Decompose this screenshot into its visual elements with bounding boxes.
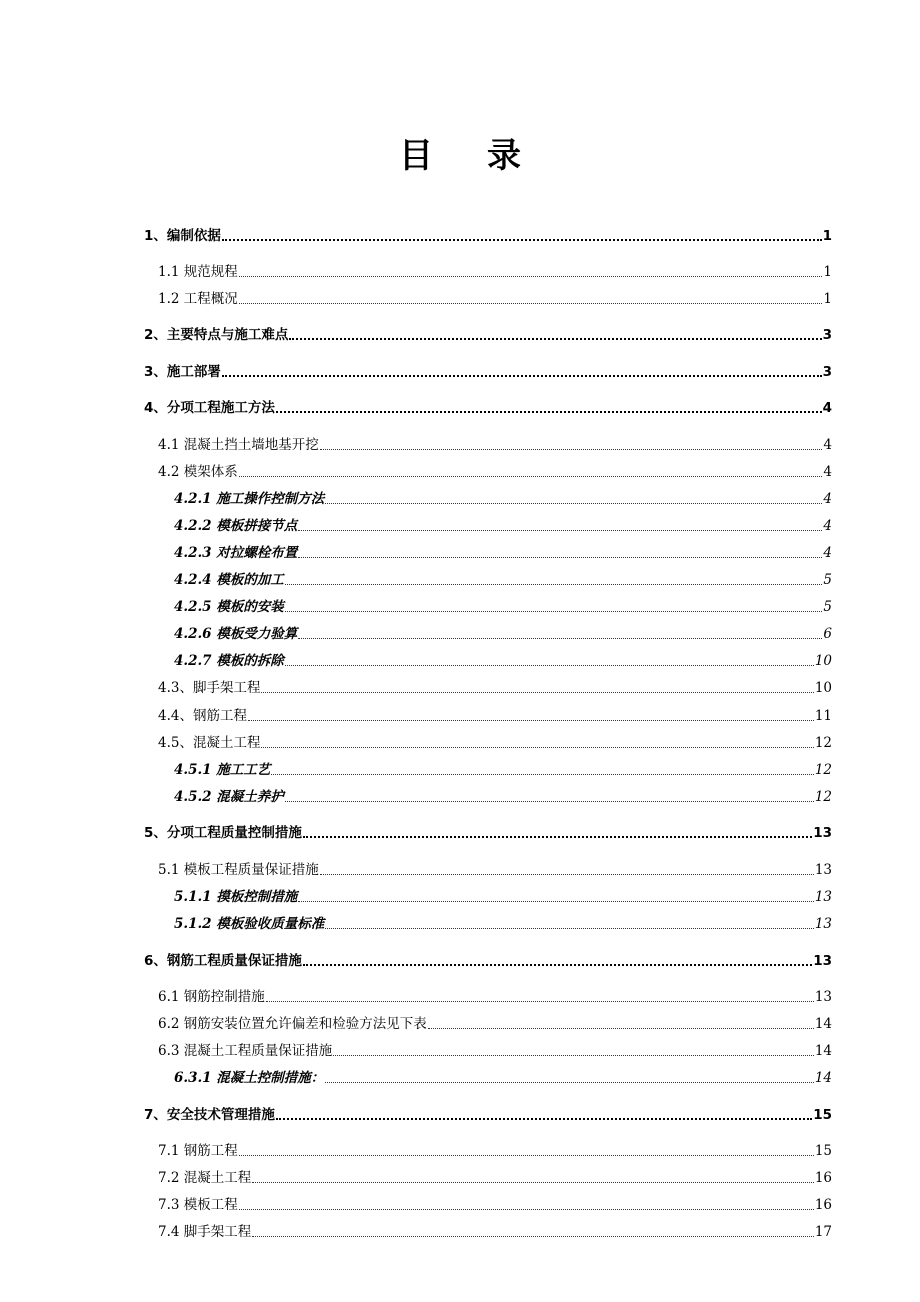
- toc-entry-label: 7.3 模板工程: [158, 1197, 238, 1213]
- toc-entry-label: 6.3.1 混凝土控制措施：: [174, 1070, 325, 1086]
- toc-entry-page: 14: [814, 1016, 832, 1032]
- toc-entry[interactable]: [174, 570, 832, 590]
- toc-entry-label: 5.1.1 摸板控制措施: [174, 889, 298, 905]
- toc-entry-page: 15: [814, 1143, 832, 1159]
- toc-dot-leader: [239, 1209, 814, 1210]
- toc-entry-label: 6.3 混凝土工程质量保证措施: [158, 1043, 333, 1059]
- toc-entry-page: 10: [814, 653, 832, 669]
- toc-dot-leader: [271, 774, 814, 775]
- toc-dot-leader: [222, 375, 822, 377]
- toc-entry-page: 11: [814, 708, 832, 724]
- toc-entry-page: 12: [814, 762, 832, 778]
- toc-dot-leader: [320, 449, 823, 450]
- toc-entry[interactable]: [174, 914, 832, 934]
- toc-entry[interactable]: [174, 651, 832, 671]
- toc-entry-page: 14: [814, 1070, 832, 1086]
- toc-entry-page: 13: [814, 862, 832, 878]
- toc-entry-page: 13: [814, 889, 832, 905]
- toc-entry-label: 7.2 混凝土工程: [158, 1170, 252, 1186]
- toc-dot-leader: [239, 303, 823, 304]
- toc-entry[interactable]: [174, 543, 832, 563]
- toc-dot-leader: [261, 692, 813, 693]
- toc-entry[interactable]: [158, 1168, 832, 1188]
- toc-entry-page: 13: [813, 825, 832, 841]
- toc-entry-label: 7.1 钢筋工程: [158, 1143, 238, 1159]
- toc-dot-leader: [303, 836, 812, 838]
- toc-entry-label: 7、安全技术管理措施: [144, 1107, 275, 1123]
- toc-entry-page: 4: [823, 491, 832, 507]
- toc-entry-label: 6.2 钢筋安装位置允许偏差和检验方法见下表: [158, 1016, 427, 1032]
- toc-entry[interactable]: [158, 262, 832, 282]
- toc-entry[interactable]: [158, 987, 832, 1007]
- toc-entry[interactable]: [158, 860, 832, 880]
- toc-entry[interactable]: [158, 289, 832, 309]
- toc-entry-page: 4: [823, 545, 832, 561]
- toc-entry-page: 4: [823, 437, 832, 453]
- toc-dot-leader: [239, 1155, 814, 1156]
- toc-dot-leader: [239, 476, 823, 477]
- toc-entry-label: 4.2.3 对拉螺栓布置: [174, 545, 298, 561]
- toc-entry[interactable]: [144, 951, 832, 971]
- toc-entry[interactable]: [158, 1041, 832, 1061]
- toc-entry-label: 4.2.6 模板受力验算: [174, 626, 298, 642]
- toc-entry-page: 6: [823, 626, 832, 642]
- toc-entry[interactable]: [158, 462, 832, 482]
- toc-entry[interactable]: [144, 325, 832, 345]
- toc-entry-label: 1.2 工程概况: [158, 291, 238, 307]
- toc-entry[interactable]: [144, 398, 832, 418]
- toc-entry-label: 6.1 钢筋控制措施: [158, 989, 265, 1005]
- toc-entry-label: 5.1.2 模板验收质量标准: [174, 916, 325, 932]
- toc-entry-label: 4.5.1 施工工艺: [174, 762, 271, 778]
- toc-entry[interactable]: [158, 733, 832, 753]
- toc-entry[interactable]: [174, 489, 832, 509]
- toc-entry-label: 1.1 规范规程: [158, 264, 238, 280]
- toc-entry-page: 13: [813, 953, 832, 969]
- toc-entry-label: 5.1 模板工程质量保证措施: [158, 862, 319, 878]
- toc-entry-page: 4: [822, 400, 832, 416]
- toc-dot-leader: [276, 1118, 812, 1120]
- toc-dot-leader: [320, 874, 814, 875]
- toc-entry-page: 15: [813, 1107, 832, 1123]
- toc-entry-label: 3、施工部署: [144, 364, 221, 380]
- toc-entry-page: 17: [814, 1224, 832, 1240]
- toc-entry-label: 4.2 模架体系: [158, 464, 238, 480]
- toc-dot-leader: [289, 338, 821, 340]
- toc-dot-leader: [261, 747, 813, 748]
- toc-entry-page: 3: [822, 327, 832, 343]
- toc-entry-label: 4.2.1 施工操作控制方法: [174, 491, 325, 507]
- toc-entry-label: 4.5、混凝土工程: [158, 735, 261, 751]
- toc-entry[interactable]: [174, 516, 832, 536]
- toc-entry-page: 4: [823, 518, 832, 534]
- toc-entry-page: 3: [822, 364, 832, 380]
- toc-entry[interactable]: [144, 362, 832, 382]
- toc-entry[interactable]: [174, 1068, 832, 1088]
- toc-entry-page: 1: [823, 291, 832, 307]
- toc-dot-leader: [248, 720, 814, 721]
- toc-dot-leader: [276, 411, 822, 413]
- toc-dot-leader: [239, 276, 823, 277]
- toc-entry-label: 4.3、脚手架工程: [158, 680, 261, 696]
- toc-dot-leader: [428, 1028, 814, 1029]
- toc-entry[interactable]: [158, 706, 832, 726]
- toc-entry[interactable]: [158, 678, 832, 698]
- toc-entry-label: 4.4、钢筋工程: [158, 708, 247, 724]
- toc-entry-label: 2、主要特点与施工难点: [144, 327, 289, 343]
- toc-entry-label: 4.2.4 模板的加工: [174, 572, 284, 588]
- toc-entry-label: 6、钢筋工程质量保证措施: [144, 953, 302, 969]
- toc-dot-leader: [266, 1001, 814, 1002]
- title-char-2: 录: [487, 136, 521, 176]
- toc-dot-leader: [333, 1055, 814, 1056]
- toc-entry-label: 4.2.7 模板的拆除: [174, 653, 284, 669]
- toc-entry-page: 10: [814, 680, 832, 696]
- toc-entry[interactable]: [158, 1195, 832, 1215]
- toc-entry[interactable]: [144, 226, 832, 246]
- toc-entry[interactable]: [158, 1014, 832, 1034]
- toc-entry-page: 1: [822, 228, 832, 244]
- toc-entry[interactable]: [174, 787, 832, 807]
- toc-dot-leader: [298, 530, 822, 531]
- toc-dot-leader: [285, 611, 823, 612]
- toc-entry-page: 16: [814, 1170, 832, 1186]
- toc-entry-label: 4.1 混凝土挡土墙地基开挖: [158, 437, 319, 453]
- toc-dot-leader: [222, 239, 822, 241]
- toc-entry-page: 5: [823, 572, 832, 588]
- toc-entry-label: 4.2.2 模板拼接节点: [174, 518, 298, 534]
- toc-dot-leader: [285, 801, 814, 802]
- toc-dot-leader: [298, 901, 814, 902]
- toc-dot-leader: [325, 503, 822, 504]
- toc-entry-label: 1、编制依据: [144, 228, 221, 244]
- toc-dot-leader: [298, 557, 822, 558]
- toc-entry[interactable]: [144, 1105, 832, 1125]
- toc-entry[interactable]: [174, 887, 832, 907]
- toc-entry-label: 4、分项工程施工方法: [144, 400, 275, 416]
- toc-entry-page: 5: [823, 599, 832, 615]
- toc-entry-page: 14: [814, 1043, 832, 1059]
- toc-entry-page: 12: [814, 789, 832, 805]
- toc-dot-leader: [252, 1182, 814, 1183]
- toc-entry[interactable]: [174, 624, 832, 644]
- toc-dot-leader: [298, 638, 822, 639]
- toc-dot-leader: [285, 665, 814, 666]
- toc-dot-leader: [303, 964, 812, 966]
- toc-entry[interactable]: [174, 760, 832, 780]
- toc-entry-label: 5、分项工程质量控制措施: [144, 825, 302, 841]
- toc-dot-leader: [252, 1236, 814, 1237]
- toc-entry[interactable]: [158, 435, 832, 455]
- toc-entry-label: 4.2.5 模板的安装: [174, 599, 284, 615]
- toc-entry[interactable]: [158, 1141, 832, 1161]
- toc-entry-page: 1: [823, 264, 832, 280]
- toc-dot-leader: [325, 1082, 814, 1083]
- toc-dot-leader: [285, 584, 823, 585]
- toc-entry-label: 7.4 脚手架工程: [158, 1224, 252, 1240]
- toc-entry-page: 16: [814, 1197, 832, 1213]
- toc-entry-page: 13: [814, 916, 832, 932]
- title-char-1: 目: [399, 136, 433, 176]
- toc-entry-page: 4: [823, 464, 832, 480]
- toc-entry-label: 4.5.2 混凝土养护: [174, 789, 284, 805]
- toc-entry[interactable]: [174, 597, 832, 617]
- toc-entry-page: 12: [814, 735, 832, 751]
- toc-entry[interactable]: [144, 823, 832, 843]
- toc-entry-page: 13: [814, 989, 832, 1005]
- toc-entry[interactable]: [158, 1222, 832, 1242]
- toc-dot-leader: [325, 928, 814, 929]
